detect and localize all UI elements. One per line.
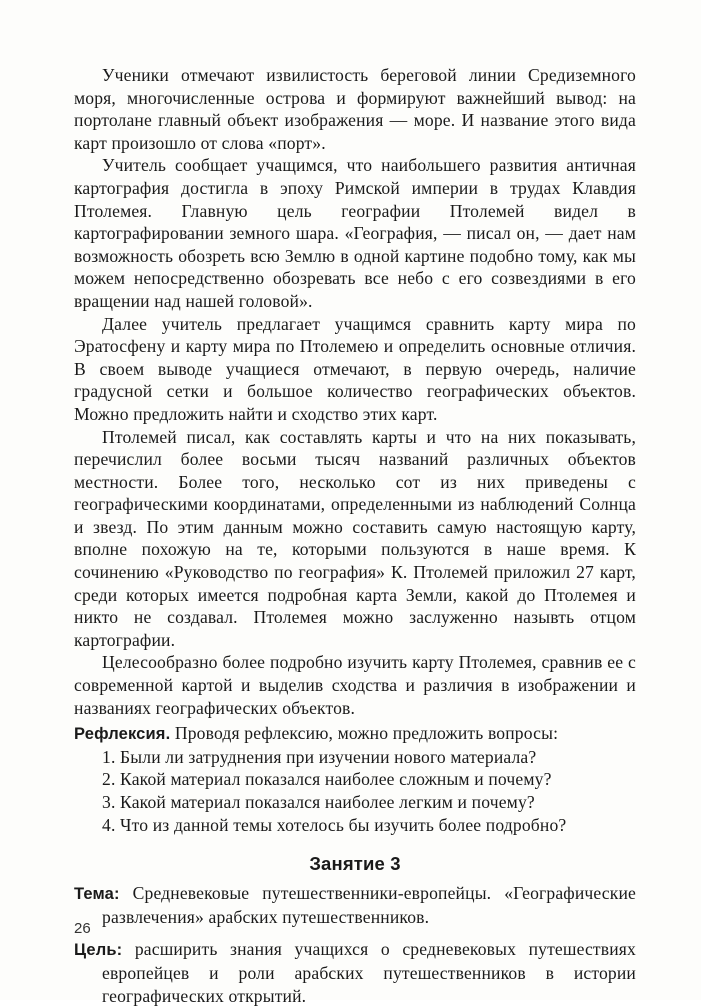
goal-label: Цель: — [74, 941, 123, 960]
paragraph-ptolemy-works: Птолемей писал, как составлять карты и что на них показывать, перечислил более восьми тысяч названий различных объектов местности. Более того, несколько сот из них приведены с географическими координатами, определенными из наблюдений Солнца и звезд. По этим данным можно составить самую настоящую карту, вполне похожую на те, которыми пользуются в наше время. К сочинению «Руководство по география» К. Птолемей приложил 27 карт, среди которых имеется подробная карта Земли, какой до Птолемея и никто не создавал. Птолемея можно заслуженно назывть отцом картографии. — [74, 426, 636, 650]
paragraph-map-comparison: Далее учитель предлагает учащимся сравнить карту мира по Эратосфену и карту мира по Птолемею и определить основные отличия. В своем выводе учащиеся отмечают, в первую очередь, наличие градусной сетки и большое количество географических объектов. Можно предложить найти и сходство этих карт. — [74, 313, 636, 424]
reflection-label: Рефлексия. — [74, 725, 171, 744]
page-body — [74, 64, 636, 1007]
paragraph-ptolemy-intro: Учитель сообщает учащимся, что наибольшего развития античная картография достигла в эпоху Римской империи в трудах Клавдия Птолемея. Главную цель географии Птолемей видел в картографировании земного шара. «География, — писал он, — дает нам возможность обозреть всю Землю в одной картине подобно тому, как мы можем непосредственно обозревать все небо с его созвездиями в его вращении над нашей головой». — [74, 155, 636, 311]
goal-text: расширить знания учащихся о средневековых путешествиях европейцев и роли арабских путешественников в истории географических открытий. — [102, 939, 636, 1006]
lesson-goal — [74, 938, 636, 1007]
paragraph-study-map: Целесообразно более подробно изучить карту Птолемея, сравнив ее с современной картой и выделив сходства и различия в изображении и названиях географических объектов. — [74, 652, 636, 718]
topic-text: Средневековые путешественники-европейцы. «Географические развлечения» арабских путешественников. — [102, 883, 636, 927]
reflection-heading — [74, 722, 636, 746]
lesson-title: Занятие 3 — [309, 853, 401, 875]
list-item: 2. Какой материал показался наиболее сложным и почему? — [102, 769, 552, 790]
list-item: 3. Какой материал показался наиболее легким и почему? — [102, 792, 535, 812]
reflection-text: Проводя рефлексию, можно предложить вопросы: — [174, 723, 559, 744]
paragraph-portolan: Ученики отмечают извилистость береговой линии Средиземного моря, многочисленные острова и формируют важнейший вывод: на портолане главный объект изображения — море. И название этого вида карт произошло от слова «порт». — [74, 65, 636, 153]
topic-label: Тема: — [74, 885, 120, 904]
lesson-topic — [74, 882, 636, 928]
page-number: 26 — [74, 920, 91, 937]
list-item: 1. Были ли затруднения при изучении нового материала? — [102, 746, 537, 767]
list-item: 4. Что из данной темы хотелось бы изучить более подробно? — [102, 814, 567, 835]
reflection-questions — [74, 746, 636, 836]
